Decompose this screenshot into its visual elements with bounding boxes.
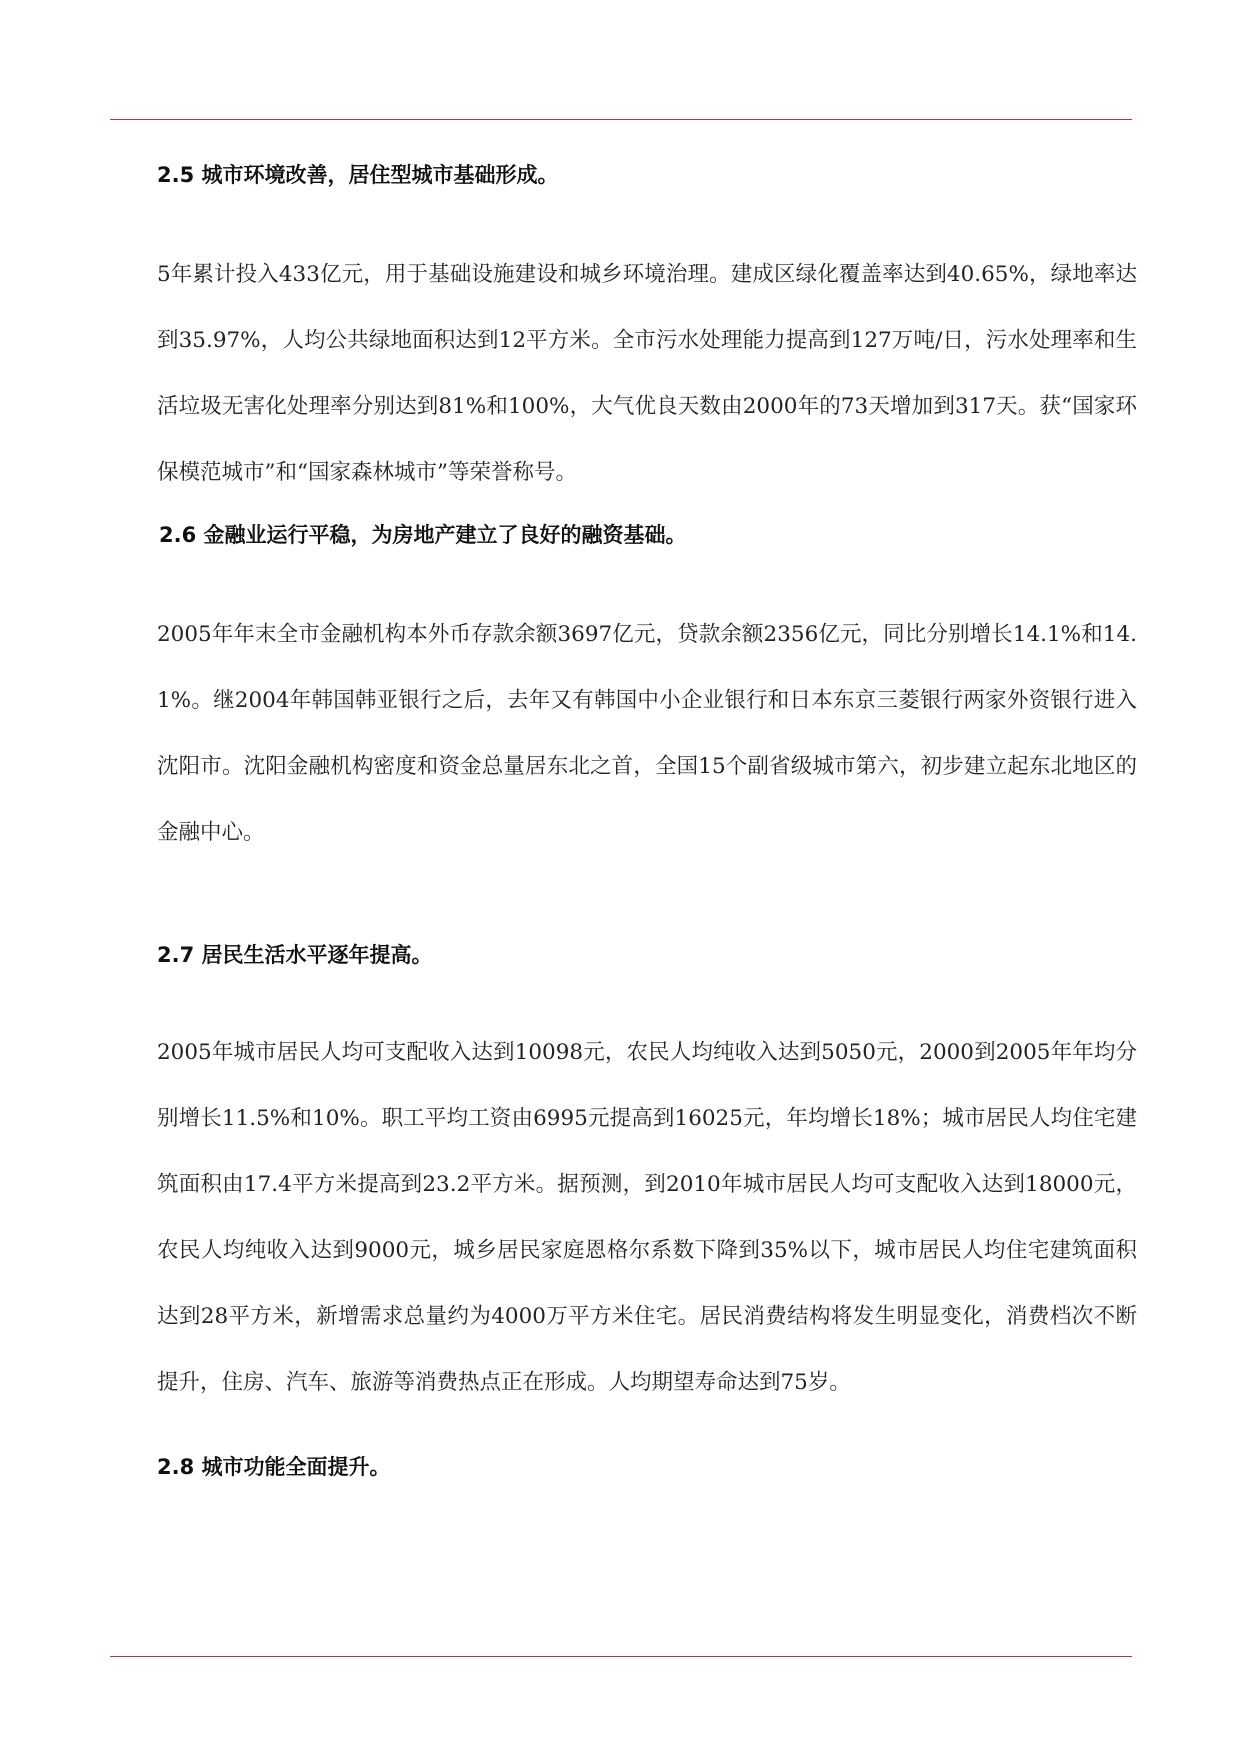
section-heading-2-6: 2.6 金融业运行平稳，为房地产建立了良好的融资基础。 <box>159 523 687 547</box>
footer-rule <box>110 1656 1132 1657</box>
section-heading-2-8: 2.8 城市功能全面提升。 <box>157 1455 391 1479</box>
section-heading-2-7: 2.7 居民生活水平逐年提高。 <box>157 943 433 967</box>
header-rule <box>110 119 1132 120</box>
section-paragraph-2-5: 5年累计投入433亿元，用于基础设施建设和城乡环境治理。建成区绿化覆盖率达到40.65%，绿地率达到35.97%，人均公共绿地面积达到12平方米。全市污水处理能力提高到127万吨/日，污水处理率和生活垃圾无害化处理率分别达到81%和100%，大气优良天数由2000年的73天增加到317天。获“国家环保模范城市”和“国家森林城市”等荣誉称号。 <box>157 262 1137 485</box>
section-paragraph-2-7: 2005年城市居民人均可支配收入达到10098元，农民人均纯收入达到5050元，2000到2005年年均分别增长11.5%和10%。职工平均工资由6995元提高到16025元，年均增长18%；城市居民人均住宅建筑面积由17.4平方米提高到23.2平方米。据预测，到2010年城市居民人均可支配收入达到18000元，农民人均纯收入达到9000元，城乡居民家庭恩格尔系数下降到35%以下，城市居民人均住宅建筑面积达到28平方米，新增需求总量约为4000万平方米住宅。居民消费结构将发生明显变化，消费档次不断提升，住房、汽车、旅游等消费热点正在形成。人均期望寿命达到75岁。 <box>157 1040 1137 1395</box>
document-body <box>157 160 1137 1482</box>
section-paragraph-2-6: 2005年年末全市金融机构本外币存款余额3697亿元，贷款余额2356亿元，同比分别增长14.1%和14.1%。继2004年韩国韩亚银行之后，去年又有韩国中小企业银行和日本东京三菱银行两家外资银行进入沈阳市。沈阳金融机构密度和资金总量居东北之首，全国15个副省级城市第六，初步建立起东北地区的金融中心。 <box>157 622 1137 845</box>
section-heading-2-5: 2.5 城市环境改善，居住型城市基础形成。 <box>157 163 559 187</box>
